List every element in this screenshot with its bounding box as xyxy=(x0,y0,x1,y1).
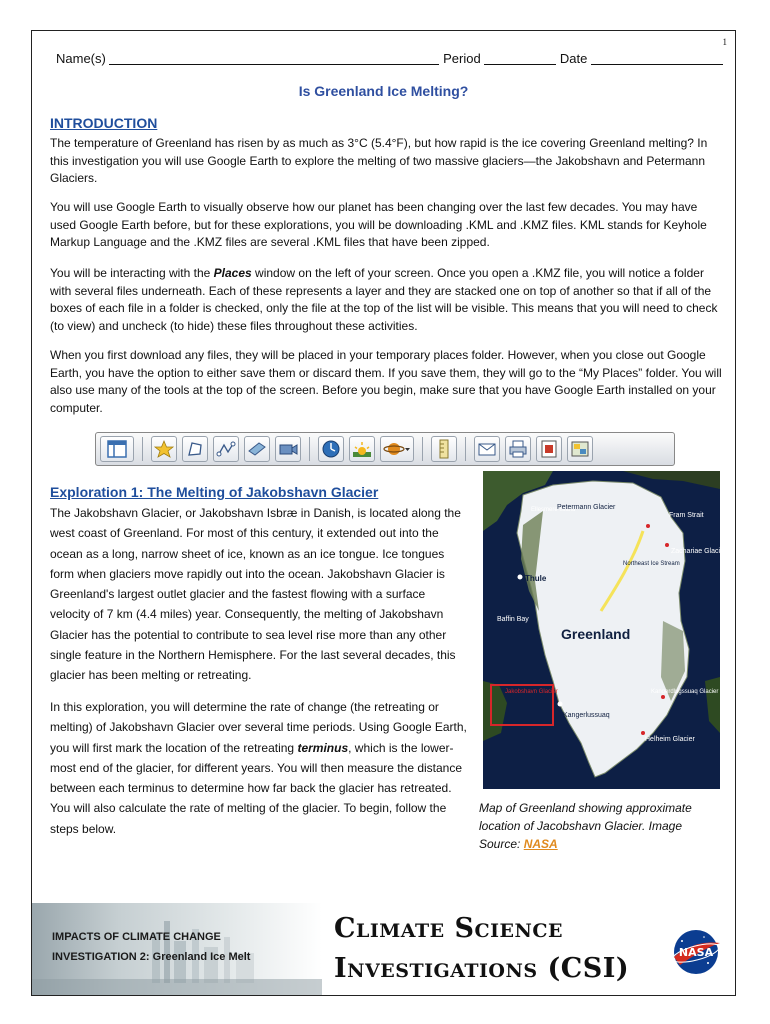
page-number: 1 xyxy=(722,37,727,47)
exploration-p2-text-b: , which is the lower-most end of the glacier, for different years. You will then measure the distance between each terminus to determine how far back the glacier has retreated. You will also calculate the rate of melting of the glacier. To begin, follow the steps below. xyxy=(50,740,463,836)
intro-paragraph-1: The temperature of Greenland has risen by as much as 3°C (5.4°F), but how rapid is the ice covering Greenland melting? In this investigation you will use Google Earth to explore the melting of two massive glaciers—the Jakobshavn and Petermann Glaciers. xyxy=(50,136,708,185)
map-label-kanger-glacier: Kangerdlugssuaq Glacier xyxy=(651,689,719,695)
image-overlay-icon[interactable] xyxy=(244,436,270,462)
student-info-line xyxy=(56,51,723,66)
toolbar-separator xyxy=(142,437,143,461)
csi-title-line-1: Climate Science xyxy=(334,913,563,944)
footer-investigation-title: INVESTIGATION 2: Greenland Ice Melt xyxy=(52,951,251,963)
date-blank[interactable] xyxy=(591,64,723,65)
terminus-emphasis: terminus xyxy=(297,740,349,755)
historical-imagery-icon[interactable] xyxy=(318,436,344,462)
footer-banner xyxy=(32,903,734,995)
map-caption-text: Map of Greenland showing approximate location of Jacobshavn Glacier. Image Source: xyxy=(479,801,692,851)
period-label: Period xyxy=(443,51,481,66)
map-label-jakobshavn: Jakobshavn Glacier xyxy=(505,689,558,695)
map-label-helheim: Helheim Glacier xyxy=(645,736,695,743)
map-label-thule: Thule xyxy=(525,574,547,583)
introduction-heading: INTRODUCTION xyxy=(50,115,158,131)
map-kanger-glacier-dot xyxy=(661,695,665,699)
date-label: Date xyxy=(559,51,588,66)
page-frame xyxy=(31,30,736,996)
intro-paragraph-4: When you first download any files, they will be placed in your temporary places folder. However, when you close out Google Earth, you have the option to either save them or discard them. If you save them, they will go to the “My Places” folder. You will also use many of the tools at the top of the screen. Before you begin, make sure that you have Google Earth installed on your computer. xyxy=(50,348,722,415)
greenland-map xyxy=(483,471,727,789)
map-label-petermann: Petermann Glacier xyxy=(557,504,616,511)
map-zachariae-dot xyxy=(665,543,669,547)
map-ne-stream-dot xyxy=(646,524,650,528)
names-blank[interactable] xyxy=(109,64,439,65)
exploration-paragraph-2 xyxy=(50,697,468,839)
map-label-ellesmere: Ellesmere Island xyxy=(531,507,576,513)
planets-icon[interactable] xyxy=(380,436,414,462)
map-label-zachariae: Zachariae Glacier xyxy=(671,548,727,555)
map-label-ne-stream: Northeast Ice Stream xyxy=(623,561,680,567)
footer-series-title: IMPACTS OF CLIMATE CHANGE xyxy=(52,931,221,943)
nasa-logo-icon xyxy=(668,927,724,977)
map-kangerlussuaq-dot xyxy=(558,702,563,707)
ruler-icon[interactable] xyxy=(431,436,457,462)
view-in-maps-icon[interactable] xyxy=(567,436,593,462)
google-earth-toolbar xyxy=(95,432,675,466)
polygon-icon[interactable] xyxy=(182,436,208,462)
path-icon[interactable] xyxy=(213,436,239,462)
nasa-source-link[interactable]: NASA xyxy=(523,837,558,851)
page-title: Is Greenland Ice Melting? xyxy=(298,83,469,99)
exploration-paragraph-1: The Jakobshavn Glacier, or Jakobshavn Isbræ in Danish, is located along the west coast of Greenland. For most of this century, it extended out into the ocean as a long, narrow sheet of ice, known as an ice tongue. Ice tongues form when glaciers move rapidly out into the ocean. Jakobshavn Glacier is Greenland's largest outlet glacier and the fastest flowing with a surface velocity of 7 km (4.4 miles) year. Consequently, the melting of Jakobshavn Glacier has the potential to contribute to sea level rise more than any other single feature in the Northern Hemisphere. For the last several decades, this glacier has been melting or retreating. xyxy=(50,506,461,683)
email-icon[interactable] xyxy=(474,436,500,462)
intro-paragraph-2: You will use Google Earth to visually observe how our planet has been changing over the last few decades. You may have used Google Earth before, but for these explorations, you will be downloading .KML and .KMZ files. KML stands for Keyhole Markup Language and the .KMZ files are several .KML files that have been zipped. xyxy=(50,200,707,249)
nasa-logo-text: NASA xyxy=(678,946,714,959)
csi-title-line-2: Investigations (CSI) xyxy=(334,953,630,984)
names-label: Name(s) xyxy=(56,51,106,66)
map-helheim-dot xyxy=(641,731,645,735)
save-image-icon[interactable] xyxy=(536,436,562,462)
period-blank[interactable] xyxy=(484,64,556,65)
skyline-silhouette xyxy=(32,903,322,995)
exploration-p2-text-a: In this exploration, you will determine the rate of change (the retreating or melting) of Jakobshavn Glacier over several time periods. Using Google Earth, you will first mark the location of the retreating xyxy=(50,700,467,755)
placemark-icon[interactable] xyxy=(151,436,177,462)
intro-p3-text-a: You will be interacting with the xyxy=(50,266,214,280)
footer-skyline-image xyxy=(32,903,322,995)
intro-paragraph-3 xyxy=(50,265,722,335)
toolbar-separator xyxy=(422,437,423,461)
map-label-kangerlussuaq: Kangerlussuaq xyxy=(563,712,610,719)
map-label-baffin: Baffin Bay xyxy=(497,616,529,623)
print-icon[interactable] xyxy=(505,436,531,462)
record-tour-icon[interactable] xyxy=(275,436,301,462)
intro-p3-text-b: window on the left of your screen. Once you open a .KMZ file, you will notice a folder with several files underneath. Each of these represents a layer and they are stacked one on top of another so that if all of the boxes of each file in a folder is checked, only the file at the top of the list will be visible. This means that you will need to check (to view) and uncheck (to hide) these files throughout these activities. xyxy=(50,266,718,333)
map-caption xyxy=(479,799,719,853)
sidebar-icon[interactable] xyxy=(100,436,134,462)
toolbar-separator xyxy=(309,437,310,461)
map-label-fram: Fram Strait xyxy=(669,512,704,519)
toolbar-separator xyxy=(465,437,466,461)
map-thule-dot xyxy=(518,575,523,580)
places-emphasis: Places xyxy=(213,266,252,280)
map-label-greenland: Greenland xyxy=(561,626,631,642)
exploration-heading: Exploration 1: The Melting of Jakobshavn Glacier xyxy=(50,484,379,500)
sunlight-icon[interactable] xyxy=(349,436,375,462)
